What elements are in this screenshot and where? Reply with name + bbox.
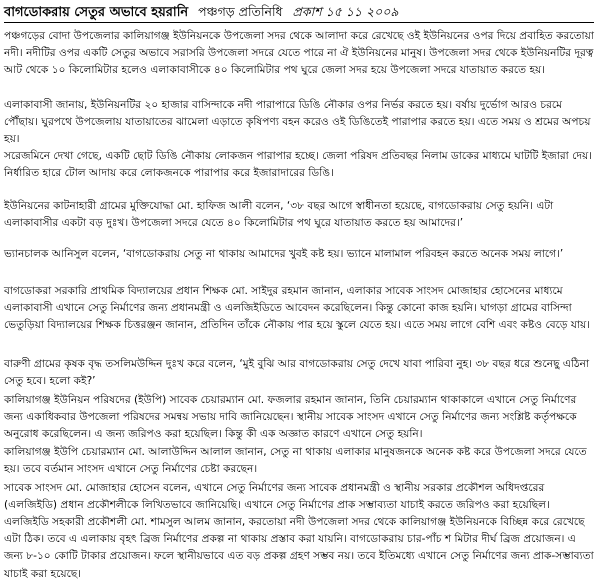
paragraph-3: সরেজমিনে দেখা গেছে, একটি ছোট ডিঙি নৌকায় লোকজন পারাপার হচ্ছে। জেলা পরিষদ প্রতিবছর নিলাম ডাকের মাধ্যমে ঘাটটি ইজারা দেয়। নির্ধারিত হারে টোল আদায় করে লোকজনকে পারাপার করে ইজারাদারের ডিঙি।: [4, 150, 592, 180]
paragraph-8: কালিয়াগঞ্জ ইউনিয়ন পরিষদের (ইউপি) সাবেক চেয়ারম্যান মো. ফজলার রহমান জানান, তিনি চেয়ারম্যান থাকাকালে এখানে সেতু নির্মাণের জন্য একাধিকবার উপজেলা পরিষদের সমন্বয় সভায় দাবি জানিয়েছেন। স্থানীয় সাবেক সাংসদ এখানে সেতু নির্মাণের জন্য সংশ্লিষ্ট কর্তৃপক্ষকে অনুরোধ করেছিলেন। এ জন্য জরিপও করা হয়েছিল। কিন্তু কী এক অজ্ঞাত কারণে এখানে সেতু হয়নি।: [4, 394, 577, 441]
paragraph-5: ভ্যানচালক আনিসুল বলেন, ‘বাগডোকরায় সেতু না থাকায় আমাদের খুবই কষ্ট হয়। ভ্যানে মালামাল পরিবহন করতে অনেক সময় লাগে।’: [4, 248, 564, 260]
paragraph-4: ইউনিয়নের কাটনাহারী গ্রামের মুক্তিযোদ্ধা মো. হাফিজ আলী বলেন, ‘৩৮ বছর আগে স্বাধীনতা হয়েছে, বাগডোকরায় সেতু হয়নি। এটা এলাকাবাসীর একটা বড় দুঃখ। উপজেলা সদরে যেতে ৪০ কিলোমিটার পথ ঘুরে যাতায়াত করতে হয় আমাদের।’: [4, 200, 554, 230]
headline-row: [4, 3, 596, 23]
paragraph-2: এলাকাবাসী জানায়, ইউনিয়নটির ২০ হাজার বাসিন্দাকে নদী পারাপারে ডিঙি নৌকার ওপর নির্ভর করতে হয়। বর্ষায় দুর্ভোগ আরও চরমে পৌঁছায়। ঘুরপথে উপজেলায় যাতায়াতের ঝামেলা এড়াতে কৃষিপণ্য বহন করেও ওই ডিঙিতেই পারাপার করতে হয়। এতে সময় ও শ্রমের অপচয় হয়।: [4, 99, 591, 146]
headline-title: বাগডোকরায় সেতুর অভাবে হয়রানি: [4, 5, 189, 20]
paragraph-6: বাগডোকরা সরকারি প্রাথমিক বিদ্যালয়ের প্রধান শিক্ষক মো. সাইদুর রহমান জানান, এলাকার সাবেক সাংসদ মোজাহার হোসেনের মাধ্যমে এলাকাবাসী এখানে সেতু নির্মাণের জন্য প্রধানমন্ত্রী ও এলজিইডিতে আবেদন করেছিলেন। কিন্তু কোনো কাজ হয়নি। ঘাগড়া গ্রামের বাসিন্দা ভেতুড়িয়া বিদ্যালয়ের শিক্ষক চিত্তরঞ্জন জানান, প্রতিদিন তাঁকে নৌকায় পার হয়ে স্কুলে যেতে হয়। এতে সময় লাগে বেশি এবং কষ্টও বেড়ে যায়।: [4, 285, 591, 332]
paragraph-11: এলজিইডি সহকারী প্রকৌশলী মো. শামসুল আলম জানান, করতোয়া নদী উপজেলা সদর থেকে কালিয়াগঞ্জ ইউনিয়নকে বিচ্ছিন্ন করে রেখেছে এটা ঠিক। তবে এ এলাকায় বৃহৎ ব্রিজ নির্মাণের প্রকল্প না থাকায় প্রস্তাব করা যায়নি। বাগডোকরায় চার-পাঁচ শ মিটার দীর্ঘ ব্রিজ প্রয়োজন। এ জন্য ৮-১০ কোটি টাকার প্রয়োজন। ফলে স্থানীয়ভাবে এত বড় প্রকল্প গ্রহণ সম্ভব নয়। তবে ইতিমধ্যে এখানে সেতু নির্মাণের জন্য প্রাক-সম্ভাব্যতা যাচাই করা হয়েছে।: [4, 516, 594, 580]
paragraph-7: বারুণী গ্রামের কৃষক বৃদ্ধ তসলিমউদ্দিন দুঃখ করে বলেন, ‘মুই বুঝি আর বাগডোকরায় সেতু দেখে যাবা পারিবা নুহ। ৩৮ বছর ধরে শুনেছু এঠিনা সেতু হবে। হলো কই?’: [4, 358, 590, 388]
paragraph-1: পঞ্চগড়ের বোদা উপজেলার কালিয়াগঞ্জ ইউনিয়নকে উপজেলা সদর থেকে আলাদা করে রেখেছে ওই ইউনিয়নের ওপর দিয়ে প্রবাহিত করতোয়া নদী। নদীটির ওপর একটি সেতুর অভাবে সরাসরি উপজেলা সদরে যেতে পারে না ঐ ইউনিয়নের মানুষ। উপজেলা সদর থেকে ইউনিয়নটির দূরত্ব আট থেকে ১০ কিলোমিটার হলেও এলাকাবাসীকে ৪০ কিলোমিটার পথ ঘুরে জেলা সদর হয়ে উপজেলা সদরে যাতায়াত করতে হয়।: [4, 30, 594, 77]
paragraph-9: কালিয়াগঞ্জ ইউপি চেয়ারম্যান মো. আলাউদ্দিন আলাল জানান, সেতু না থাকায় এলাকার মানুষজনকে অনেক কষ্ট করে উপজেলা সদরে যেতে হয়। তবে বর্তমান সাংসদ এখানে সেতু নির্মাণের চেষ্টা করছেন।: [4, 446, 587, 476]
byline: পঞ্চগড় প্রতিনিধি: [198, 4, 283, 19]
headline-rule: [4, 22, 594, 23]
publish-date: প্রকাশ ১৫ ১১ ২০০৯: [292, 4, 399, 19]
paragraph-10: সাবেক সাংসদ মো. মোজাহার হোসেন বলেন, এখানে সেতু নির্মাণের জন্য সাবেক প্রধানমন্ত্রী ও স্থানীয় সরকার প্রকৌশল অধিদপ্তরের (এলজিইডি) প্রধান প্রকৌশলীকে লিখিতভাবে জানিয়েছি। এখানে সেতু নির্মাণের প্রাক সম্ভাব্যতা যাচাই করতে জরিপও করা হয়েছিল।: [4, 482, 550, 512]
